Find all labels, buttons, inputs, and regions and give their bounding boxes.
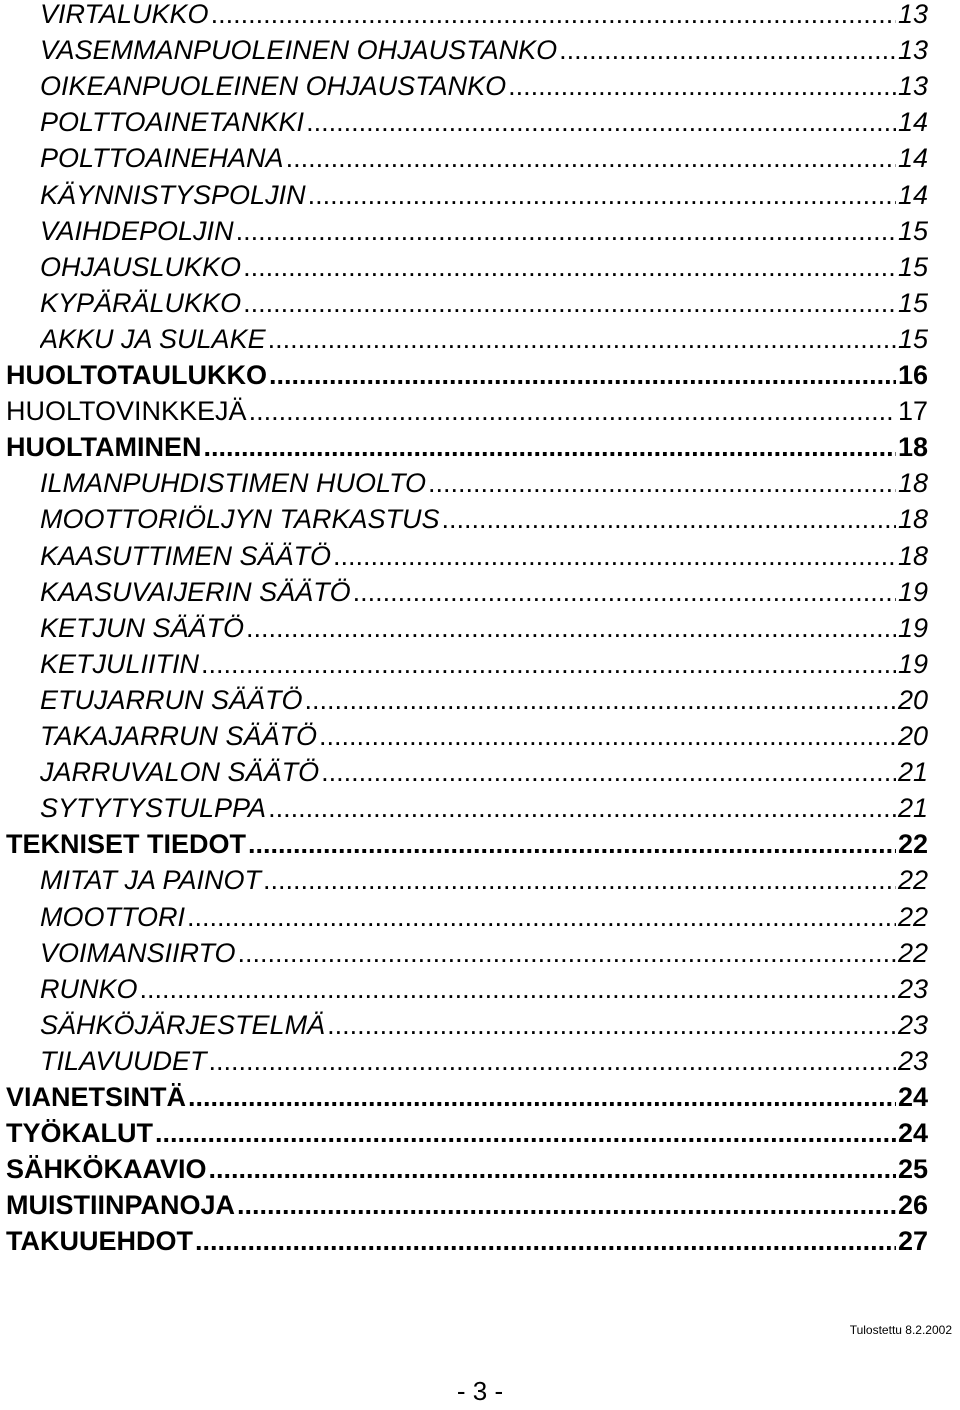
toc-entry-title: KAASUVAIJERIN SÄÄTÖ bbox=[40, 576, 351, 607]
toc-dot-leader bbox=[286, 140, 896, 176]
toc-dot-leader bbox=[155, 1115, 896, 1151]
toc-entry[interactable] bbox=[6, 1223, 928, 1259]
toc-entry-title: AKKU JA SULAKE bbox=[40, 323, 266, 354]
toc-entry[interactable] bbox=[6, 1151, 928, 1187]
toc-entry-title: KETJULIITIN bbox=[40, 648, 200, 679]
toc-entry-title: SÄHKÖJÄRJESTELMÄ bbox=[40, 1009, 326, 1040]
toc-dot-leader bbox=[268, 321, 896, 357]
toc-entry-page: 24 bbox=[897, 1118, 928, 1149]
toc-dot-leader bbox=[243, 285, 896, 321]
toc-dot-leader bbox=[187, 899, 896, 935]
toc-entry[interactable] bbox=[40, 249, 928, 285]
toc-dot-leader bbox=[249, 393, 896, 429]
toc-entry-title: RUNKO bbox=[40, 973, 138, 1004]
toc-entry-page: 15 bbox=[897, 215, 928, 246]
toc-entry[interactable] bbox=[40, 971, 928, 1007]
toc-dot-leader bbox=[559, 32, 896, 68]
toc-entry[interactable] bbox=[40, 935, 928, 971]
toc-entry[interactable] bbox=[40, 790, 928, 826]
toc-entry-title: HUOLTAMINEN bbox=[6, 432, 202, 463]
toc-dot-leader bbox=[308, 177, 896, 213]
toc-dot-leader bbox=[201, 646, 896, 682]
toc-entry[interactable] bbox=[40, 68, 928, 104]
toc-entry-page: 24 bbox=[897, 1082, 928, 1112]
toc-entry[interactable] bbox=[40, 682, 928, 718]
toc-entry-title: TEKNISET TIEDOT bbox=[6, 829, 247, 860]
toc-dot-leader bbox=[263, 862, 896, 898]
toc-entry-title: MUISTIINPANOJA bbox=[6, 1190, 236, 1221]
toc-entry-title: TAKAJARRUN SÄÄTÖ bbox=[40, 721, 318, 751]
toc-entry-title: VAIHDEPOLJIN bbox=[40, 215, 234, 246]
toc-entry[interactable] bbox=[40, 32, 928, 68]
toc-dot-leader bbox=[246, 610, 896, 646]
toc-entry-page: 21 bbox=[897, 793, 928, 824]
toc-entry-page: 15 bbox=[897, 323, 928, 354]
toc-dot-leader bbox=[236, 213, 896, 249]
toc-entry[interactable] bbox=[40, 574, 928, 610]
toc-dot-leader bbox=[333, 538, 896, 574]
toc-dot-leader bbox=[269, 357, 896, 393]
toc-dot-leader bbox=[306, 104, 896, 140]
toc-entry-title: VIANETSINTÄ bbox=[6, 1082, 187, 1112]
print-date: Tulostettu 8.2.2002 bbox=[849, 1323, 952, 1337]
toc-dot-leader bbox=[319, 718, 896, 754]
toc-dot-leader bbox=[203, 429, 895, 465]
toc-dot-leader bbox=[428, 465, 896, 501]
toc-entry-page: 22 bbox=[897, 937, 928, 968]
toc-entry[interactable] bbox=[40, 718, 928, 754]
toc-entry[interactable] bbox=[6, 357, 928, 393]
toc-dot-leader bbox=[248, 826, 896, 862]
toc-entry-page: 19 bbox=[897, 576, 928, 607]
toc-entry-page: 21 bbox=[897, 757, 928, 788]
toc-entry[interactable] bbox=[40, 1043, 928, 1079]
toc-entry-page: 19 bbox=[897, 612, 928, 643]
toc-entry-page: 17 bbox=[897, 396, 928, 427]
toc-entry[interactable] bbox=[40, 140, 928, 176]
toc-entry-page: 13 bbox=[897, 35, 928, 66]
toc-dot-leader bbox=[195, 1223, 896, 1259]
toc-entry-title: ETUJARRUN SÄÄTÖ bbox=[40, 684, 303, 715]
toc-entry-page: 26 bbox=[897, 1190, 928, 1221]
toc-dot-leader bbox=[268, 790, 896, 826]
toc-entry-page: 15 bbox=[897, 251, 928, 282]
toc-entry-title: POLTTOAINETANKKI bbox=[40, 107, 305, 138]
toc-entry-page: 14 bbox=[897, 143, 928, 174]
toc-entry-page: 23 bbox=[897, 1045, 928, 1076]
toc-entry-title: HUOLTOVINKKEJÄ bbox=[6, 396, 247, 427]
toc-entry-title: TILAVUUDET bbox=[40, 1045, 207, 1076]
toc-dot-leader bbox=[243, 249, 896, 285]
toc-entry-page: 16 bbox=[897, 360, 928, 390]
toc-entry-page: 18 bbox=[897, 504, 928, 535]
toc-dot-leader bbox=[508, 68, 896, 104]
toc-entry-title: OHJAUSLUKKO bbox=[40, 251, 242, 282]
toc-entry-title: MOOTTORI bbox=[40, 901, 185, 932]
toc-entry[interactable] bbox=[40, 754, 928, 790]
toc-entry[interactable] bbox=[40, 213, 928, 249]
toc-entry[interactable] bbox=[40, 285, 928, 321]
toc-entry-page: 20 bbox=[897, 684, 928, 715]
toc-entry[interactable] bbox=[40, 104, 928, 140]
toc-entry-title: POLTTOAINEHANA bbox=[40, 143, 284, 174]
toc-entry-title: TAKUUEHDOT bbox=[6, 1226, 193, 1257]
toc-dot-leader bbox=[237, 1187, 896, 1223]
toc-entry-page: 18 bbox=[897, 540, 928, 571]
toc-entry-page: 14 bbox=[897, 107, 928, 138]
toc-entry[interactable] bbox=[6, 393, 928, 429]
toc-dot-leader bbox=[188, 1079, 896, 1115]
toc-entry-page: 19 bbox=[897, 648, 928, 679]
toc-entry-title: OIKEANPUOLEINEN OHJAUSTANKO bbox=[40, 71, 507, 102]
toc-entry[interactable] bbox=[6, 1187, 928, 1223]
toc-entry-title: VIRTALUKKO bbox=[40, 0, 209, 29]
toc-entry-title: KÄYNNISTYSPOLJIN bbox=[40, 179, 306, 210]
toc-entry-page: 27 bbox=[897, 1226, 928, 1257]
toc-dot-leader bbox=[305, 682, 896, 718]
toc-entry[interactable] bbox=[40, 862, 928, 898]
toc-entry-title: KAASUTTIMEN SÄÄTÖ bbox=[40, 540, 332, 571]
toc-entry-page: 20 bbox=[897, 721, 928, 751]
toc-entry[interactable] bbox=[40, 899, 928, 935]
toc-entry[interactable] bbox=[40, 465, 928, 501]
toc-entry[interactable] bbox=[6, 429, 928, 465]
toc-entry-title: KETJUN SÄÄTÖ bbox=[40, 612, 245, 643]
toc-entry[interactable] bbox=[40, 321, 928, 357]
toc-entry-title: SÄHKÖKAAVIO bbox=[6, 1154, 207, 1185]
toc-entry-page: 18 bbox=[897, 468, 928, 499]
toc-entry-page: 22 bbox=[897, 829, 928, 860]
toc-entry-page: 15 bbox=[897, 287, 928, 318]
toc-entry-page: 23 bbox=[897, 973, 928, 1004]
toc-dot-leader bbox=[209, 1043, 896, 1079]
toc-entry-page: 18 bbox=[897, 432, 928, 463]
toc-entry[interactable] bbox=[40, 1007, 928, 1043]
toc-entry[interactable] bbox=[40, 646, 928, 682]
toc-entry-page: 22 bbox=[897, 865, 928, 896]
toc-dot-leader bbox=[140, 971, 896, 1007]
toc-entry-page: 14 bbox=[897, 179, 928, 210]
toc-entry-page: 23 bbox=[897, 1009, 928, 1040]
toc-dot-leader bbox=[327, 1007, 896, 1043]
toc-entry-page: 13 bbox=[897, 0, 928, 29]
toc-dot-leader bbox=[353, 574, 896, 610]
toc-entry[interactable] bbox=[6, 826, 928, 862]
page-number: - 3 - bbox=[456, 1376, 504, 1406]
toc-entry-title: KYPÄRÄLUKKO bbox=[40, 287, 242, 318]
toc-entry-title: MOOTTORIÖLJYN TARKASTUS bbox=[40, 504, 440, 535]
toc-entry-title: HUOLTOTAULUKKO bbox=[6, 360, 267, 390]
toc-entry-title: SYTYTYSTULPPA bbox=[40, 793, 267, 824]
toc-entry-title: VOIMANSIIRTO bbox=[40, 937, 236, 968]
toc-entry-page: 22 bbox=[897, 901, 928, 932]
toc-entry[interactable] bbox=[40, 610, 928, 646]
toc-dot-leader bbox=[238, 935, 896, 971]
toc-dot-leader bbox=[211, 0, 896, 32]
toc-entry-title: JARRUVALON SÄÄTÖ bbox=[40, 757, 320, 788]
toc-entry-page: 25 bbox=[897, 1154, 928, 1185]
toc-entry[interactable] bbox=[6, 1079, 928, 1115]
toc-entry-title: TYÖKALUT bbox=[6, 1118, 153, 1149]
toc-dot-leader bbox=[442, 501, 896, 537]
toc-entry-title: ILMANPUHDISTIMEN HUOLTO bbox=[40, 468, 427, 499]
toc-dot-leader bbox=[209, 1151, 896, 1187]
toc-entry-title: VASEMMANPUOLEINEN OHJAUSTANKO bbox=[40, 35, 558, 66]
toc-dot-leader bbox=[321, 754, 896, 790]
toc-entry[interactable] bbox=[6, 1115, 928, 1151]
toc-entry[interactable] bbox=[40, 538, 928, 574]
toc-entry[interactable] bbox=[40, 177, 928, 213]
toc-entry-title: MITAT JA PAINOT bbox=[40, 865, 261, 896]
toc-entry[interactable] bbox=[40, 0, 928, 32]
toc-entry-page: 13 bbox=[897, 71, 928, 102]
toc-entry[interactable] bbox=[40, 501, 928, 537]
